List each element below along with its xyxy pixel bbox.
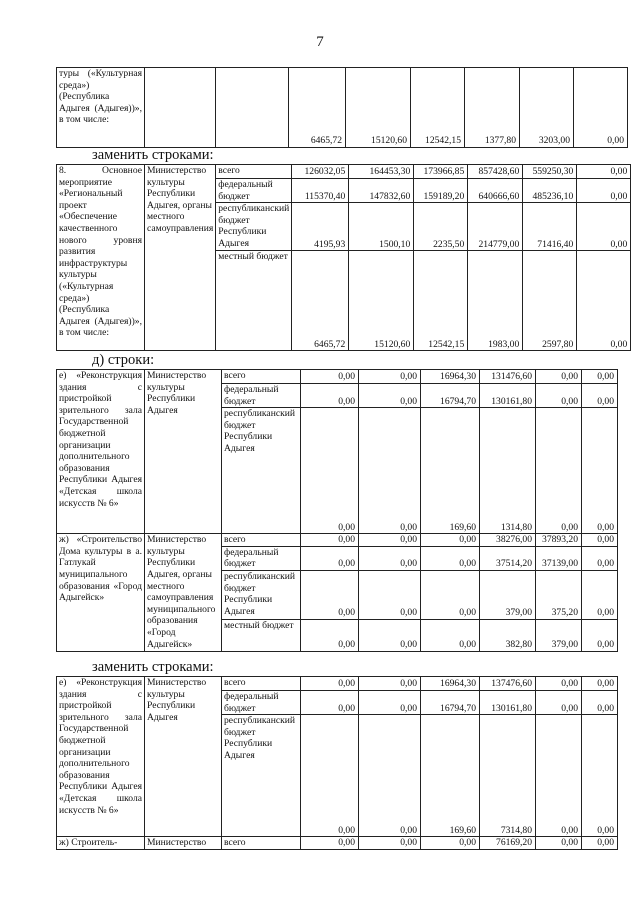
- value-cell: 3203,00: [520, 68, 574, 148]
- table-item-8: [56, 164, 631, 351]
- budget-label: федеральный бюджет: [222, 691, 301, 715]
- value-cell: 4195,93: [292, 203, 349, 251]
- item-description: ж) Строитель-: [57, 837, 145, 850]
- executor: Министерство культуры Республики Адыгея: [145, 677, 222, 837]
- section-d-heading: д) строки:: [92, 352, 155, 368]
- value-cell: 0,00: [359, 677, 421, 691]
- value-cell: 16794,70: [421, 691, 480, 715]
- value-cell: 0,00: [359, 837, 421, 850]
- value-cell: 16964,30: [421, 370, 480, 384]
- value-cell: 0,00: [582, 691, 618, 715]
- value-cell: 0,00: [301, 619, 359, 651]
- value-cell: 0,00: [421, 619, 480, 651]
- value-cell: 37514,20: [480, 546, 536, 570]
- value-cell: 130161,80: [480, 691, 536, 715]
- value-cell: 0,00: [536, 691, 582, 715]
- value-cell: 37893,20: [536, 534, 582, 547]
- value-cell: 0,00: [301, 691, 359, 715]
- value-cell: 0,00: [582, 546, 618, 570]
- value-cell: 0,00: [536, 384, 582, 408]
- table-continuation: [56, 67, 628, 148]
- value-cell: 0,00: [301, 570, 359, 619]
- budget-label: федеральный бюджет: [216, 179, 292, 203]
- value-cell: 2235,50: [414, 203, 468, 251]
- value-cell: 0,00: [421, 570, 480, 619]
- value-cell: 1500,10: [349, 203, 414, 251]
- value-cell: 16964,30: [421, 677, 480, 691]
- value-cell: 0,00: [536, 715, 582, 837]
- value-cell: 0,00: [301, 715, 359, 837]
- value-cell: 0,00: [582, 408, 618, 534]
- value-cell: 1983,00: [468, 251, 523, 351]
- replace-heading: заменить строками:: [92, 147, 214, 163]
- value-cell: 0,00: [301, 408, 359, 534]
- value-cell: 379,00: [536, 619, 582, 651]
- value-cell: 0,00: [582, 677, 618, 691]
- value-cell: 0,00: [582, 715, 618, 837]
- value-cell: 0,00: [301, 677, 359, 691]
- value-cell: 0,00: [301, 534, 359, 547]
- value-cell: 7314,80: [480, 715, 536, 837]
- value-cell: 1377,80: [465, 68, 520, 148]
- budget-label: республиканский бюджет Республики Адыгея: [222, 570, 301, 619]
- value-cell: 559250,30: [523, 165, 577, 179]
- value-cell: 130161,80: [480, 384, 536, 408]
- value-cell: 0,00: [421, 837, 480, 850]
- executor: Министерство: [145, 837, 222, 850]
- value-cell: 12542,15: [411, 68, 465, 148]
- budget-label: всего: [222, 370, 301, 384]
- value-cell: 115370,40: [292, 179, 349, 203]
- value-cell: 0,00: [359, 619, 421, 651]
- value-cell: 71416,40: [523, 203, 577, 251]
- value-cell: 382,80: [480, 619, 536, 651]
- value-cell: 15120,60: [346, 68, 411, 148]
- value-cell: 0,00: [359, 384, 421, 408]
- value-cell: 0,00: [582, 619, 618, 651]
- value-cell: 0,00: [301, 546, 359, 570]
- executor: Министерство культуры Республики Адыгея, органы местного самоуправления муниципального образования «Город Адыгейск»: [145, 534, 222, 652]
- value-cell: 0,00: [359, 715, 421, 837]
- page-number: 7: [316, 34, 324, 50]
- budget-label: всего: [222, 837, 301, 850]
- value-cell: 0,00: [536, 677, 582, 691]
- value-cell: 0,00: [574, 68, 628, 148]
- item-description: е) «Реконструкция здания с пристройкой зрительного зала Государственной бюджетной организации дополнительного образования Республики Адыгея «Детская школа искусств № 6»: [57, 370, 145, 534]
- value-cell: 0,00: [577, 251, 631, 351]
- replace-heading-2: заменить строками:: [92, 659, 214, 675]
- value-cell: 0,00: [577, 179, 631, 203]
- value-cell: 640666,60: [468, 179, 523, 203]
- budget-label: местный бюджет: [216, 251, 292, 351]
- value-cell: 0,00: [359, 546, 421, 570]
- value-cell: 485236,10: [523, 179, 577, 203]
- value-cell: 147832,60: [349, 179, 414, 203]
- value-cell: 0,00: [301, 370, 359, 384]
- value-cell: 0,00: [301, 384, 359, 408]
- table-items-e-zh: [56, 369, 618, 652]
- value-cell: 159189,20: [414, 179, 468, 203]
- value-cell: 0,00: [536, 837, 582, 850]
- budget-label: всего: [222, 677, 301, 691]
- value-cell: 0,00: [301, 837, 359, 850]
- value-cell: 76169,20: [480, 837, 536, 850]
- value-cell: 0,00: [536, 370, 582, 384]
- item-description: туры («Культурная среда») (Республика Адыгея (Адыгея))», в том числе:: [57, 68, 145, 148]
- table-items-e-zh-new: [56, 676, 618, 850]
- value-cell: 0,00: [582, 534, 618, 547]
- budget-label: республиканский бюджет Республики Адыгея: [222, 408, 301, 534]
- value-cell: 0,00: [577, 203, 631, 251]
- budget-label: федеральный бюджет: [222, 384, 301, 408]
- item-description: ж) «Строительство Дома культуры в а. Гатлукай муниципального образования «Город Адыгейск»: [57, 534, 145, 652]
- value-cell: 126032,05: [292, 165, 349, 179]
- value-cell: 0,00: [421, 534, 480, 547]
- item-description: е) «Реконструкция здания с пристройкой зрительного зала Государственной бюджетной организации дополнительного образования Республики Адыгея «Детская школа искусств № 6»: [57, 677, 145, 837]
- executor: Министерство культуры Республики Адыгея, органы местного самоуправления: [145, 165, 216, 351]
- budget-label: федеральный бюджет: [222, 546, 301, 570]
- value-cell: 137476,60: [480, 677, 536, 691]
- value-cell: 169,60: [421, 408, 480, 534]
- value-cell: 0,00: [582, 370, 618, 384]
- budget-label: республиканский бюджет Республики Адыгея: [222, 715, 301, 837]
- value-cell: 0,00: [421, 546, 480, 570]
- executor: Министерство культуры Республики Адыгея: [145, 370, 222, 534]
- value-cell: 0,00: [582, 384, 618, 408]
- value-cell: 379,00: [480, 570, 536, 619]
- value-cell: 169,60: [421, 715, 480, 837]
- budget-label: всего: [216, 165, 292, 179]
- value-cell: 16794,70: [421, 384, 480, 408]
- value-cell: 0,00: [582, 837, 618, 850]
- value-cell: 6465,72: [292, 251, 349, 351]
- budget-label: местный бюджет: [222, 619, 301, 651]
- value-cell: 2597,80: [523, 251, 577, 351]
- value-cell: 0,00: [359, 570, 421, 619]
- value-cell: 173966,85: [414, 165, 468, 179]
- value-cell: 0,00: [359, 408, 421, 534]
- value-cell: 0,00: [536, 408, 582, 534]
- value-cell: 857428,60: [468, 165, 523, 179]
- value-cell: 0,00: [359, 691, 421, 715]
- value-cell: 38276,00: [480, 534, 536, 547]
- budget-label: республиканский бюджет Республики Адыгея: [216, 203, 292, 251]
- value-cell: 12542,15: [414, 251, 468, 351]
- value-cell: 131476,60: [480, 370, 536, 384]
- value-cell: 0,00: [582, 570, 618, 619]
- value-cell: 15120,60: [349, 251, 414, 351]
- value-cell: 0,00: [359, 534, 421, 547]
- value-cell: 164453,30: [349, 165, 414, 179]
- budget-label: всего: [222, 534, 301, 547]
- value-cell: 6465,72: [289, 68, 346, 148]
- value-cell: 0,00: [577, 165, 631, 179]
- value-cell: 214779,00: [468, 203, 523, 251]
- item-description: 8. Основное мероприятие «Региональный проект «Обеспечение качественного нового уровня развития инфраструктуры культуры («Культурная среда») (Республика Адыгея (Адыгея))», в том числе:: [57, 165, 145, 351]
- value-cell: 1314,80: [480, 408, 536, 534]
- value-cell: 0,00: [359, 370, 421, 384]
- value-cell: 37139,00: [536, 546, 582, 570]
- value-cell: 375,20: [536, 570, 582, 619]
